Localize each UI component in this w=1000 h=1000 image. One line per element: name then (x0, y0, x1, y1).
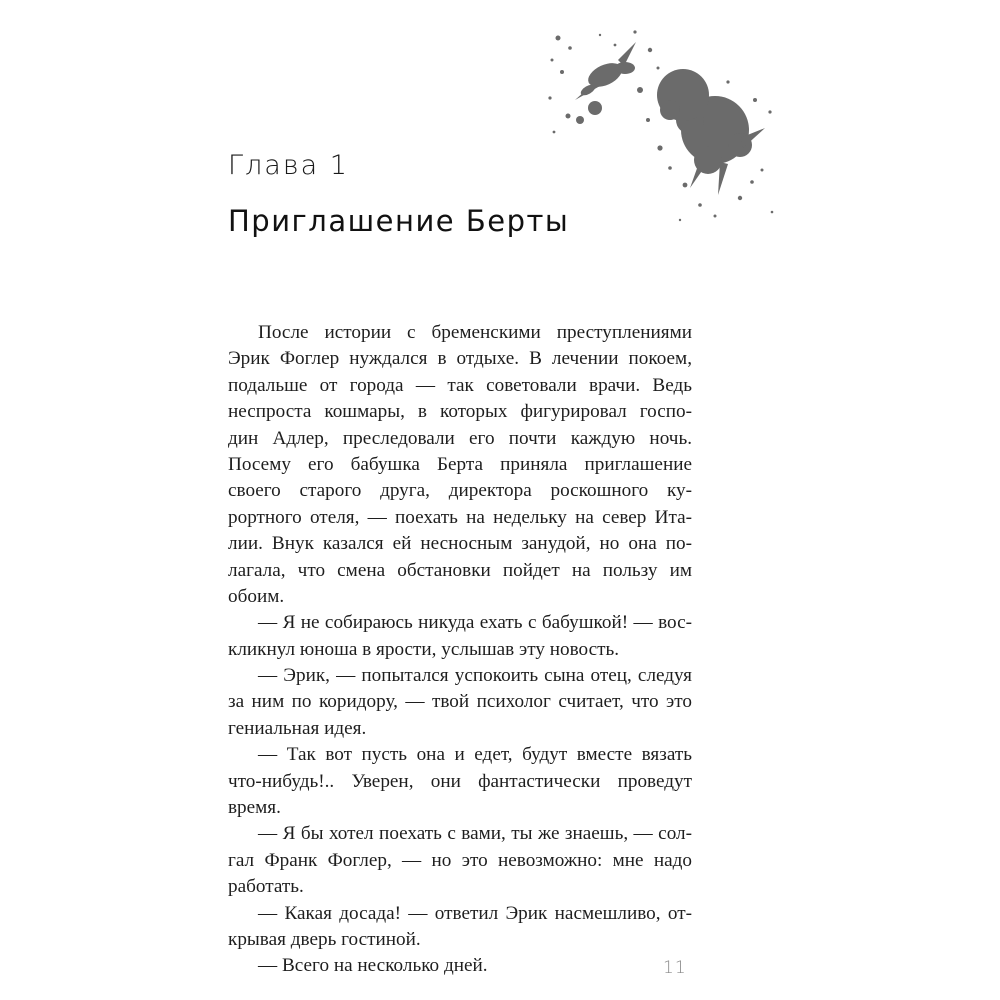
text-line: — Я бы хотел поехать с вами, ты же знаешь, — сол- (258, 823, 692, 845)
text-line: кликнул юноша в ярости, услышав эту новость. (228, 638, 620, 660)
chapter-title: Приглашение Берты (228, 204, 570, 238)
text-line: После истории с бременскими преступлениями (258, 322, 692, 343)
text-line: лии. Внук казался ей несносным занудой, но она по- (228, 533, 692, 555)
chapter-body (228, 320, 692, 980)
text-line: гал Франк Фоглер, — но это невозможно: мне надо (228, 849, 692, 871)
page-number: 11 (663, 958, 687, 978)
text-line: Эрик Фоглер нуждался в отдыхе. В лечении покоем, (228, 348, 692, 370)
text-line: неспроста кошмары, в которых фигурировал госпо- (228, 401, 692, 423)
text-line: — Всего на несколько дней. (258, 955, 488, 977)
text-line: — Какая досада! — ответил Эрик насмешливо, от- (258, 902, 692, 924)
text-line: подальше от города — так советовали врачи. Ведь (228, 374, 692, 396)
text-line: — Я не собираюсь никуда ехать с бабушкой! — вос- (258, 612, 692, 634)
text-line: что-нибудь!.. Уверен, они фантастически проведут (228, 770, 692, 792)
text-line: за ним по коридору, — твой психолог считает, что это (228, 691, 692, 713)
text-line: крывая дверь гостиной. (228, 928, 421, 950)
ink-splatter-illustration (540, 20, 780, 230)
text-line: лагала, что смена обстановки пойдет на пользу им (228, 559, 692, 581)
text-line: своего старого друга, директора роскошного ку- (228, 480, 692, 502)
text-line: работать. (228, 876, 304, 898)
text-line: время. (228, 797, 281, 819)
text-line: рортного отеля, — поехать на недельку на север Ита- (228, 506, 692, 528)
text-line: — Эрик, — попытался успокоить сына отец, следуя (258, 665, 692, 687)
text-line: обоим. (228, 585, 285, 607)
text-line: гениальная идея. (228, 717, 367, 739)
text-line: дин Адлер, преследовали его почти каждую ночь. (228, 427, 692, 449)
chapter-label: Глава 1 (228, 150, 349, 181)
text-line: Посему его бабушка Берта приняла приглашение (228, 453, 692, 475)
text-line: — Так вот пусть она и едет, будут вместе вязать (258, 744, 692, 766)
